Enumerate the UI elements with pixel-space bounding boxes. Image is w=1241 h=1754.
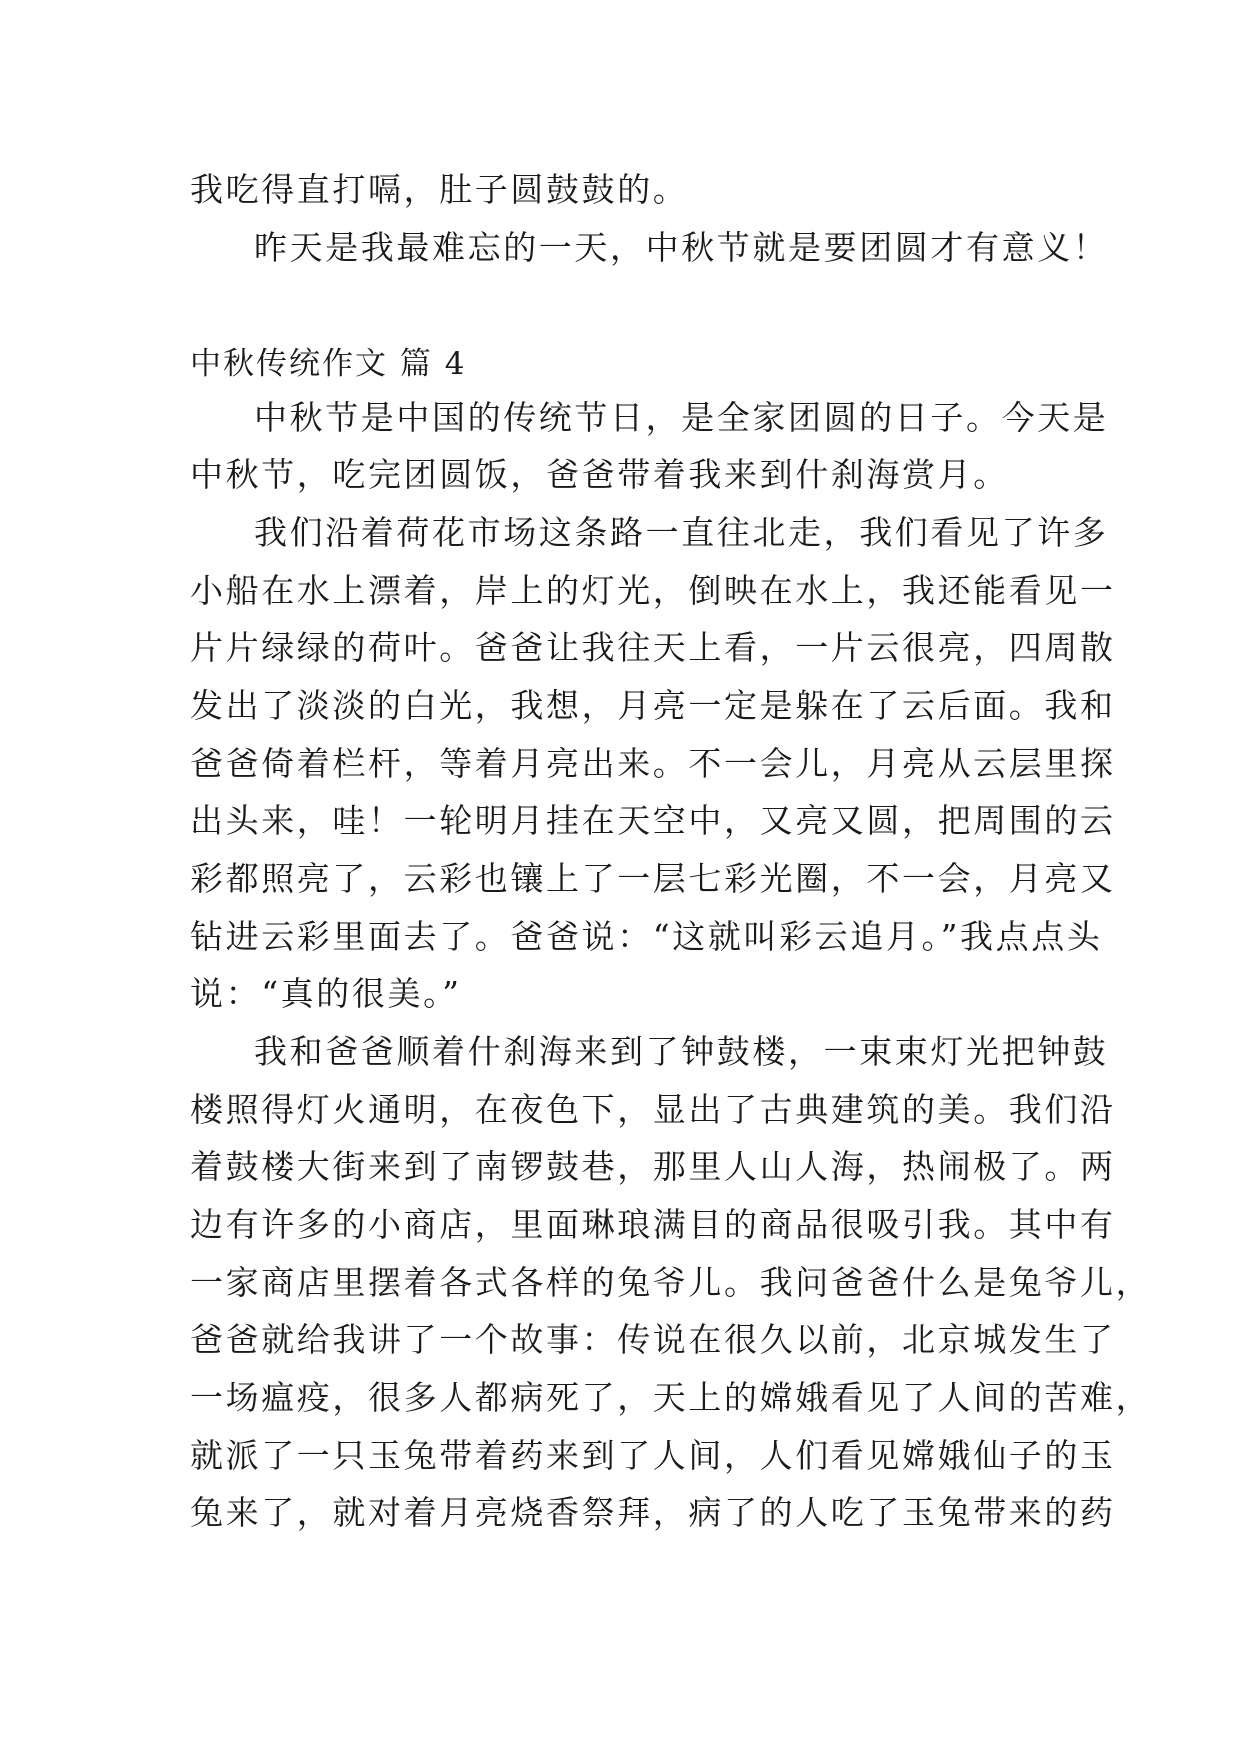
- paragraph-line: 着鼓楼大街来到了南锣鼓巷，那里人山人海，热闹极了。两: [190, 1147, 1116, 1186]
- paragraph-line: 说：“真的很美。”: [190, 974, 462, 1013]
- paragraph-line: 出头来，哇！一轮明月挂在天空中，又亮又圆，把周围的云: [190, 801, 1116, 840]
- paragraph-line: 中秋节，吃完团圆饭，爸爸带着我来到什刹海赏月。: [190, 455, 1009, 494]
- paragraph-line: 小船在水上漂着，岸上的灯光，倒映在水上，我还能看见一: [190, 571, 1116, 610]
- paragraph-line: 一家商店里摆着各式各样的兔爷儿。我问爸爸什么是兔爷儿，: [190, 1263, 1152, 1302]
- paragraph-line: 就派了一只玉兔带着药来到了人间，人们看见嫦娥仙子的玉: [190, 1436, 1116, 1475]
- paragraph-line: 昨天是我最难忘的一天，中秋节就是要团圆才有意义！: [254, 228, 1109, 267]
- paragraph-line: 一场瘟疫，很多人都病死了，天上的嫦娥看见了人间的苦难，: [190, 1378, 1152, 1417]
- paragraph-line: 钻进云彩里面去了。爸爸说：“这就叫彩云追月。”我点点头: [190, 917, 1103, 956]
- paragraph-line: 中秋节是中国的传统节日，是全家团圆的日子。今天是: [254, 398, 1109, 437]
- paragraph-line: 发出了淡淡的白光，我想，月亮一定是躲在了云后面。我和: [190, 686, 1116, 725]
- paragraph-line: 爸爸倚着栏杆，等着月亮出来。不一会儿，月亮从云层里探: [190, 744, 1116, 783]
- paragraph-line: 楼照得灯火通明，在夜色下，显出了古典建筑的美。我们沿: [190, 1090, 1116, 1129]
- section-heading: 中秋传统作文 篇 4: [190, 346, 467, 382]
- paragraph-line: 我和爸爸顺着什刹海来到了钟鼓楼，一束束灯光把钟鼓: [254, 1032, 1109, 1071]
- paragraph-line: 片片绿绿的荷叶。爸爸让我往天上看，一片云很亮，四周散: [190, 628, 1116, 667]
- paragraph-line: 爸爸就给我讲了一个故事：传说在很久以前，北京城发生了: [190, 1320, 1116, 1359]
- paragraph-line: 我吃得直打嗝，肚子圆鼓鼓的。: [190, 170, 689, 209]
- paragraph-line: 彩都照亮了，云彩也镶上了一层七彩光圈，不一会，月亮又: [190, 859, 1116, 898]
- paragraph-line: 我们沿着荷花市场这条路一直往北走，我们看见了许多: [254, 513, 1109, 552]
- paragraph-line: 兔来了，就对着月亮烧香祭拜，病了的人吃了玉兔带来的药: [190, 1493, 1116, 1532]
- paragraph-line: 边有许多的小商店，里面琳琅满目的商品很吸引我。其中有: [190, 1205, 1116, 1244]
